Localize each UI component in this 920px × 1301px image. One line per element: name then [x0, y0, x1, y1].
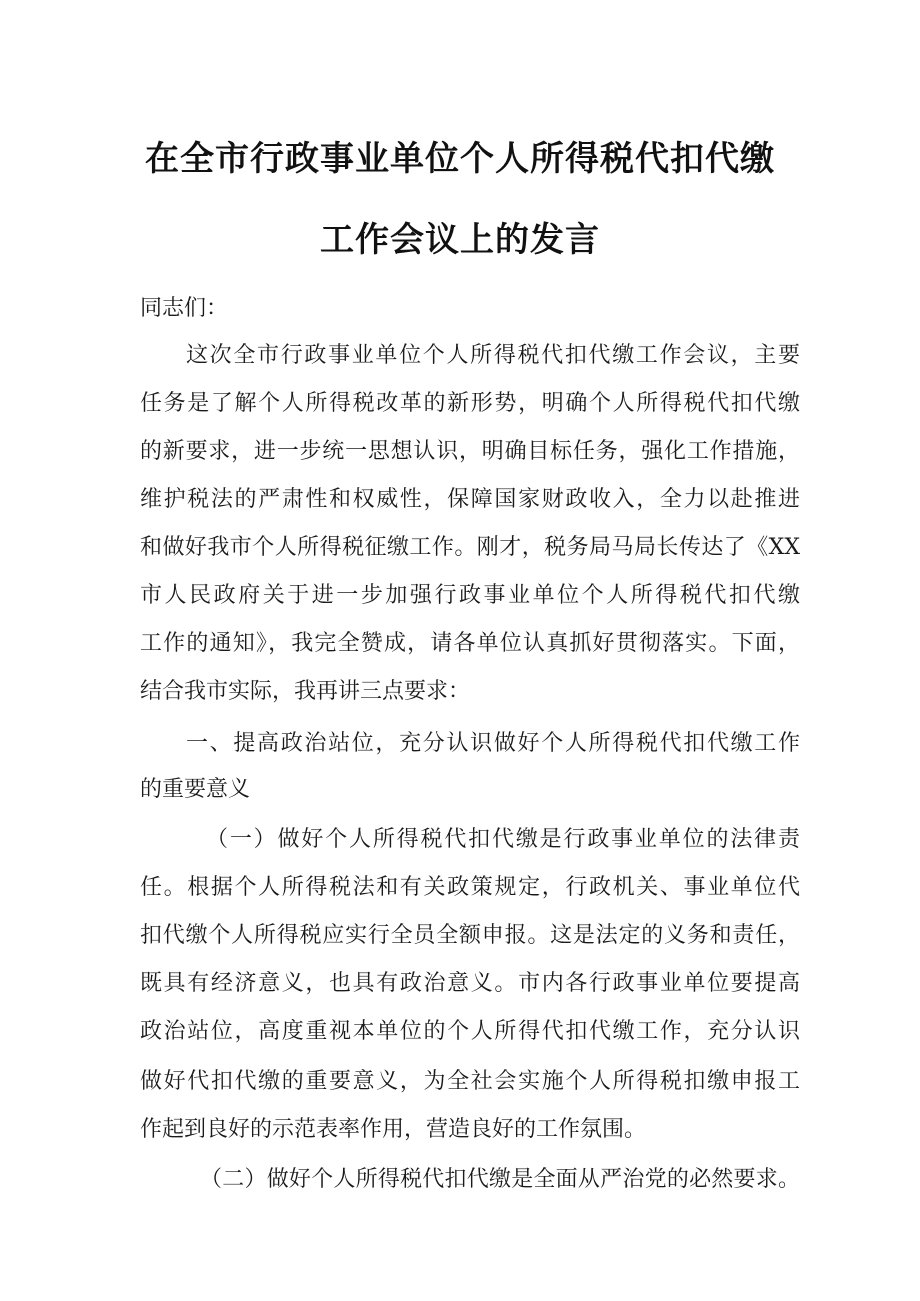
section-1-heading-line: 的重要意义	[140, 777, 251, 802]
paragraph-1-line: 维护税法的严肃性和权威性，保障国家财政收入，全力以赴推进	[140, 487, 800, 512]
salutation: 同志们：	[140, 296, 229, 321]
paragraph-1-line: 和做好我市个人所得税征缴工作。刚才，税务局马局长传达了《XX	[140, 535, 800, 560]
paragraph-1-line: 市人民政府关于进一步加强行政事业单位个人所得税代扣代缴	[140, 583, 800, 608]
subsection-2-line: （二）做好个人所得税代扣代缴是全面从严治党的必然要求。	[200, 1167, 800, 1192]
subsection-1-line: 扣代缴个人所得税应实行全员全额申报。这是法定的义务和责任，	[140, 923, 800, 948]
subsection-1-line: 既具有经济意义，也具有政治意义。市内各行政事业单位要提高	[140, 971, 800, 996]
subsection-1-line: 做好代扣代缴的重要意义，为全社会实施个人所得税扣缴申报工	[140, 1069, 800, 1094]
paragraph-1-line: 任务是了解个人所得税改革的新形势，明确个人所得税代扣代缴	[140, 391, 800, 416]
document-title-line-2: 工作会议上的发言	[320, 220, 600, 260]
paragraph-1-line: 工作的通知》，我完全赞成，请各单位认真抓好贯彻落实。下面，	[140, 631, 800, 656]
paragraph-1-line: 的新要求，进一步统一思想认识，明确目标任务，强化工作措施，	[140, 439, 800, 464]
subsection-1-line: 作起到良好的示范表率作用，营造良好的工作氛围。	[140, 1117, 647, 1142]
document-title-line-1: 在全市行政事业单位个人所得税代扣代缴	[145, 139, 775, 179]
paragraph-1-line: 结合我市实际，我再讲三点要求：	[140, 679, 471, 704]
subsection-1-line: 任。根据个人所得税法和有关政策规定，行政机关、事业单位代	[140, 875, 800, 900]
section-1-heading-line: 一、提高政治站位，充分认识做好个人所得税代扣代缴工作	[186, 731, 800, 756]
subsection-1-line: （一）做好个人所得税代扣代缴是行政事业单位的法律责	[206, 827, 800, 852]
subsection-1-line: 政治站位，高度重视本单位的个人所得代扣代缴工作，充分认识	[140, 1019, 800, 1044]
paragraph-1-line: 这次全市行政事业单位个人所得税代扣代缴工作会议，主要	[186, 343, 800, 368]
